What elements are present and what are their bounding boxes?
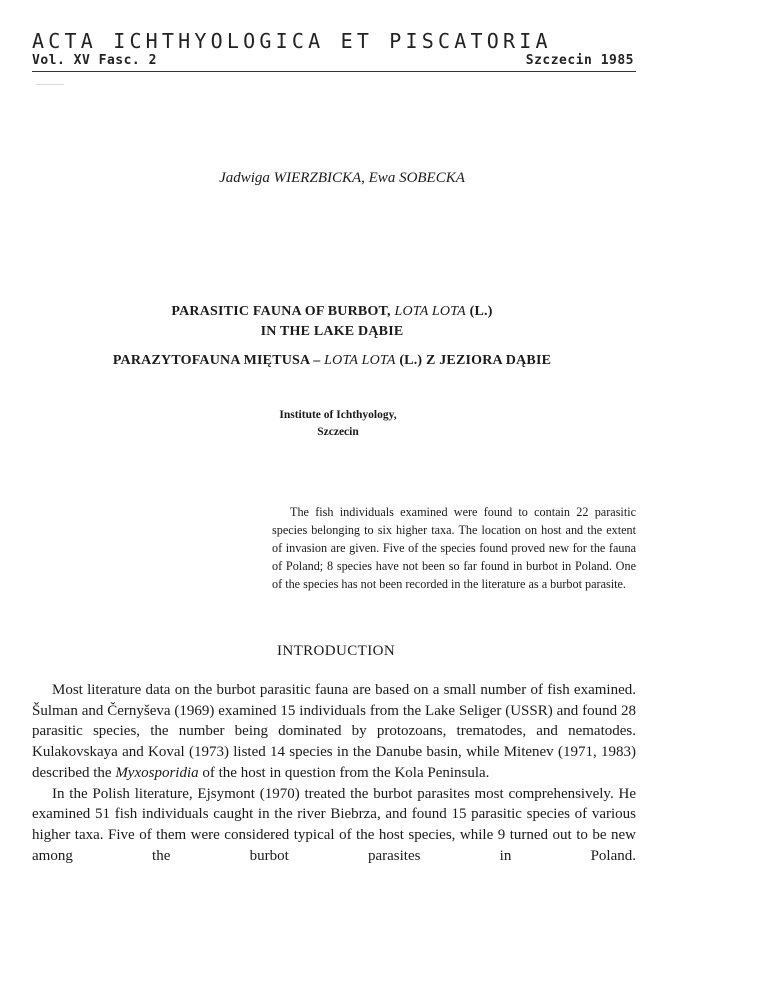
paragraph-1-text-a: Most literature data on the burbot parasitic fauna are based on a small number of fish examined. Šulman and Černyševa (1969) examined 15 individuals from the Lake Seliger (USSR) and found 28 parasitic species, the number being dominated by protozoans, trematodes, and nematodes. Kulakovskaya and Koval (1973) listed 14 species in the Danube basin, while Mitenev (1971, 1983) described the [32,682,636,781]
section-heading-introduction: INTRODUCTION [276,643,396,659]
paragraph-2: In the Polish literature, Ejsymont (1970) treated the burbot parasites most comprehensively. He examined 51 fish individuals caught in the river Biebrza, and found 15 parasitic species of various higher taxa. Five of them were considered typical of the host species, while 9 turned out to be new among the burbot parasites in Poland. [32,785,636,864]
abstract: The fish individuals examined were found to contain 22 parasitic species belonging to six higher taxa. The location on host and the extent of invasion are given. Five of the species found proved new for the fauna of Poland; 8 species have not been so far found in burbot in Poland. One of the species has not been recorded in the literature as a burbot parasite. [272,505,636,591]
institute-city: Szczecin [317,426,359,438]
title-english-line1 [0,302,664,322]
paragraph-1 [32,680,636,784]
authors: Jadwiga WIERZBICKA, Ewa SOBECKA [219,170,465,186]
title-polish-species: LOTA LOTA [324,353,396,368]
body-text [32,680,636,866]
journal-title: ACTA ICHTHYOLOGICA ET PISCATORIA [32,29,552,53]
title-english-prefix: PARASITIC FAUNA OF BURBOT, [171,304,395,319]
title-polish-prefix: PARAZYTOFAUNA MIĘTUSA – [112,353,325,368]
title-polish [0,353,664,369]
header-rule [32,71,636,72]
city-year: Szczecin 1985 [525,53,634,68]
title-polish-suffix: (L.) Z JEZIORA DĄBIE [395,353,552,368]
affiliation [248,407,428,441]
institute-name: Institute of Ichthyology, [279,409,397,421]
title-english [0,302,664,342]
paragraph-1-taxon: Myxosporidia [115,764,199,781]
title-english-species: LOTA LOTA [394,304,466,319]
title-english-line2: IN THE LAKE DĄBIE [260,324,404,339]
paragraph-1-text-b: of the host in question from the Kola Peninsula. [198,764,490,781]
scan-speck [36,84,64,85]
title-english-suffix: (L.) [465,304,493,319]
volume-issue: Vol. XV Fasc. 2 [32,53,157,68]
